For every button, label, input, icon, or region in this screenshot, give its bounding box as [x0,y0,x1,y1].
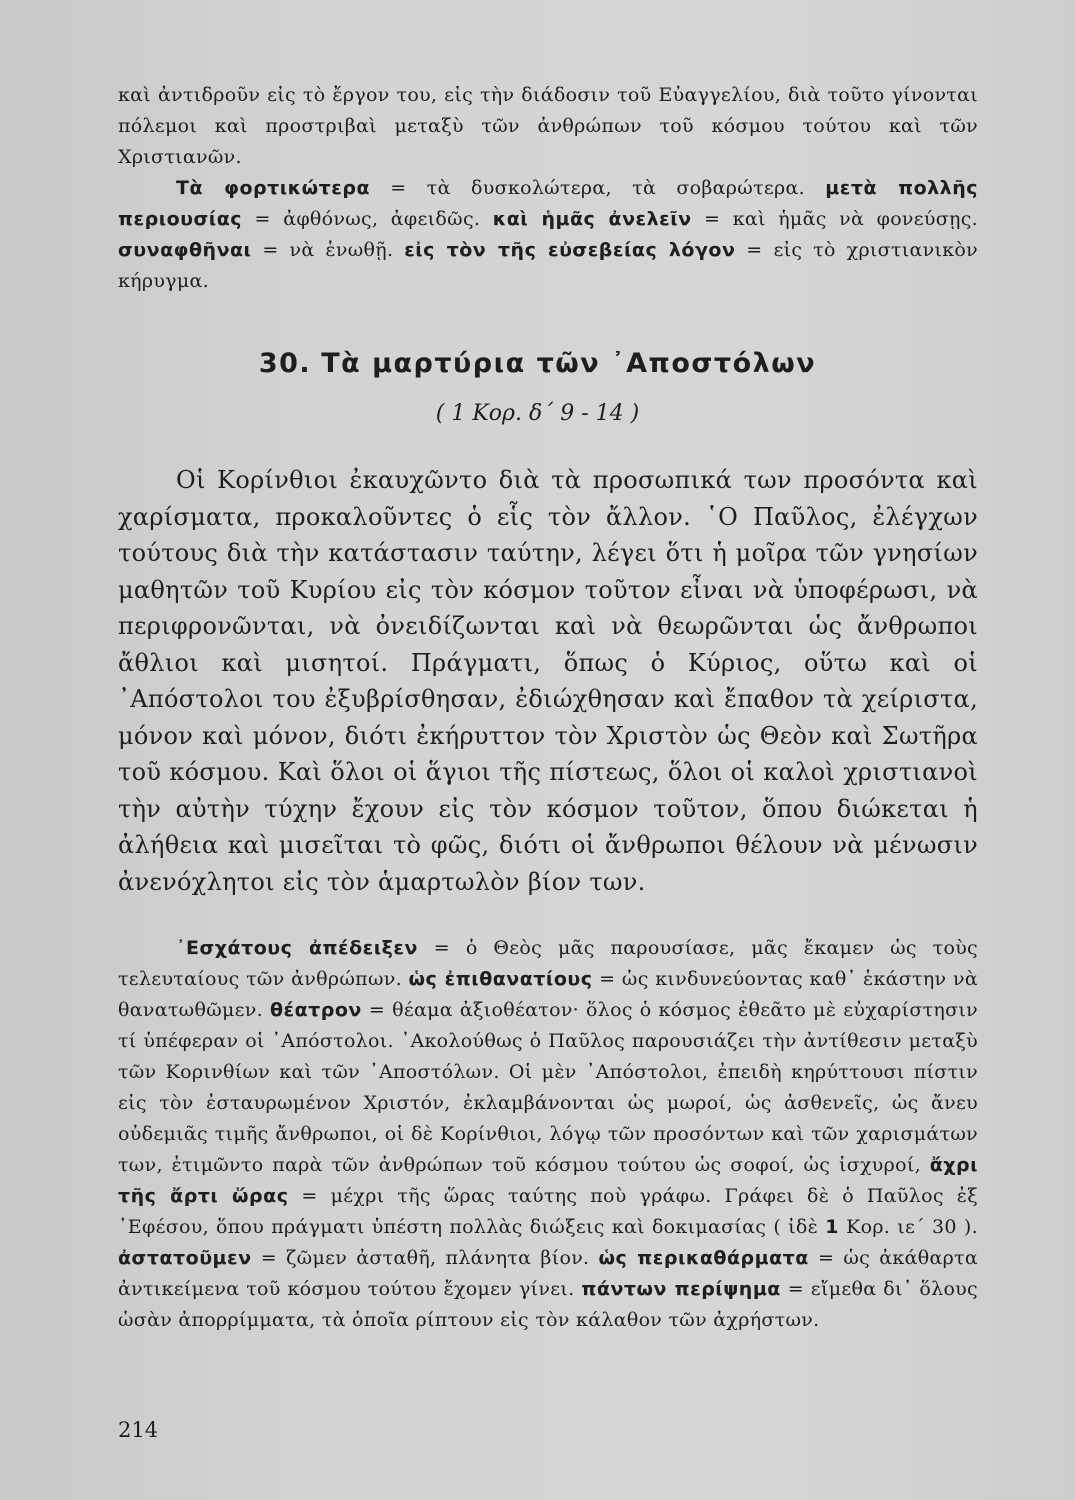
note-term: ἀστατοῦμεν [118,1247,252,1269]
scripture-reference: ( 1 Κορ. δ΄ 9 - 14 ) [435,401,640,426]
note-definition: Κορ. ιε΄ 30 ). [838,1216,978,1238]
note-definition: = θέαμα ἀξιοθέατον· ὅλος ὁ κόσμος ἐθεᾶτο μὲ εὐχαρίστησιν τί ὑπέφεραν οἱ ᾿Απόστολοι. ᾿Ακολούθως ὁ Παῦλος παρουσιάζει τὴν ἀντίθεσιν μεταξὺ τῶν Κορινθίων καὶ τῶν ᾿Αποστόλων. Οἱ μὲν ᾿Απόστολοι, ἐπειδὴ κηρύττουσι πίστιν εἰς τὸν ἐσταυρωμένον Χριστόν, ἐκλαμβάνονται ὡς μωροί, ὡς ἀσθενεῖς, ὡς ἄνευ οὐδεμιᾶς τιμῆς ἄνθρωποι, οἱ δὲ Κορίνθιοι, λόγῳ τῶν προσόντων καὶ τῶν χαρισμάτων των, ἐτιμῶντο παρὰ τῶν ἀνθρώπων τοῦ κόσμου τούτου ὡς σοφοί, ὡς ἰσχυροί, [118,999,978,1176]
notes-paragraph [118,933,978,1336]
gloss-definition: = καὶ ἡμᾶς νὰ φονεύσῃς. [691,208,979,230]
gloss-definition: = τὰ δυσκολώτερα, τὰ σοβαρώτερα. [370,177,826,199]
chapter-title: Τὰ μαρτύρια τῶν ᾿Αποστόλων [321,348,817,379]
gloss-term: συναφθῆναι [118,239,252,261]
note-definition: = εἴμεθα δι᾿ ὅλους ὡσὰν ἀπορρίμματα, τὰ ὁποῖα ρίπτουν εἰς τὸν κάλαθον τῶν ἀχρήστων. [118,1278,978,1331]
page-number: 214 [118,1418,159,1442]
gloss-term: καὶ ἡμᾶς ἀνελεῖν [492,208,692,230]
gloss-term: μετὰ πολλῆς περιουσίας [118,177,978,230]
note-term: ᾿Εσχάτους ἀπέδειξεν [176,937,418,959]
note-definition: = μέχρι τῆς ὥρας ταύτης ποὺ γράφω. Γράφει δὲ ὁ Παῦλος ἐξ ᾿Εφέσου, ὅπου πράγματι ὑπέστη πολλὰς διώξεις καὶ δοκιμασίας ( ἰδὲ [118,1185,978,1238]
gloss-term: Τὰ φορτικώτερα [176,177,370,199]
gloss-definition: = νὰ ἑνωθῇ. [251,239,405,261]
main-body [118,462,978,900]
gloss-definition: = εἰς τὸ χριστιανικὸν κήρυγμα. [118,239,978,292]
note-definition: = ζῶμεν ἀσταθῆ, πλάνητα βίον. [251,1247,599,1269]
chapter-number: 30. [258,348,312,379]
intro-paragraph: καὶ ἀντιδροῦν εἰς τὸ ἔργον του, εἰς τὴν διάδοσιν τοῦ Εὐαγγελίου, διὰ τοῦτο γίνονται πόλεμοι καὶ προστριβαὶ μεταξὺ τῶν ἀνθρώπων τοῦ κόσμου τούτου καὶ τῶν Χριστιανῶν. [118,84,978,168]
note-definition: = ὡς ἀκάθαρτα ἀντικείμενα τοῦ κόσμου τούτου ἔχομεν γίνει. [118,1247,978,1300]
glossary-paragraph [118,173,978,297]
main-paragraph: Οἱ Κορίνθιοι ἐκαυχῶντο διὰ τὰ προσωπικά των προσόντα καὶ χαρίσματα, προκαλοῦντες ὁ εἷς τὸν ἄλλον. ῾Ο Παῦλος, ἐλέγχων τούτους διὰ τὴν κατάστασιν ταύτην, λέγει ὅτι ἡ μοῖρα τῶν γνησίων μαθητῶν τοῦ Κυρίου εἰς τὸν κόσμον τοῦτον εἶναι νὰ ὑποφέρωσι, νὰ περιφρονῶνται, νὰ ὀνειδίζωνται καὶ νὰ θεωρῶνται ὡς ἄνθρωποι ἄθλιοι καὶ μισητοί. Πράγματι, ὅπως ὁ Κύριος, οὕτω καὶ οἱ ᾿Απόστολοι του ἐξυβρίσθησαν, ἐδιώχθησαν καὶ ἔπαθον τὰ χείριστα, μόνον καὶ μόνον, διότι ἐκήρυττον τὸν Χριστὸν ὡς Θεὸν καὶ Σωτῆρα τοῦ κόσμου. Καὶ ὅλοι οἱ ἅγιοι τῆς πίστεως, ὅλοι οἱ καλοὶ χριστιανοὶ τὴν αὐτὴν τύχην ἔχουν εἰς τὸν κόσμον τοῦτον, ὅπου διώκεται ἡ ἀλήθεια καὶ μισεῖται τὸ φῶς, διότι οἱ ἄνθρωποι θέλουν νὰ μένωσιν ἀνενόχλητοι εἰς τὸν ἁμαρτωλὸν βίον των. [118,466,978,896]
chapter-heading [0,348,1075,379]
gloss-term: εἰς τὸν τῆς εὐσεβείας λόγον [404,239,736,261]
note-term: πάντων περίψημα [581,1278,781,1300]
note-definition: = ὁ Θεὸς μᾶς παρουσίασε, μᾶς ἔκαμεν ὡς τοὺς τελευταίους τῶν ἀνθρώπων. [118,937,978,990]
gloss-definition: = ἀφθόνως, ἀφειδῶς. [242,208,493,230]
note-term: ὡς ἐπιθανατίους [408,968,593,990]
note-term: ὡς περικαθάρματα [598,1247,809,1269]
reference-number: 1 [825,1216,839,1238]
top-notes [118,80,978,297]
note-definition: = ὡς κινδυνεύοντας καθ᾿ ἑκάστην νὰ θανατωθῶμεν. [118,968,978,1021]
note-term: θέατρον [269,999,362,1021]
note-term: ἄχρι τῆς ἄρτι ὥρας [118,1154,978,1207]
bottom-notes [118,933,978,1336]
